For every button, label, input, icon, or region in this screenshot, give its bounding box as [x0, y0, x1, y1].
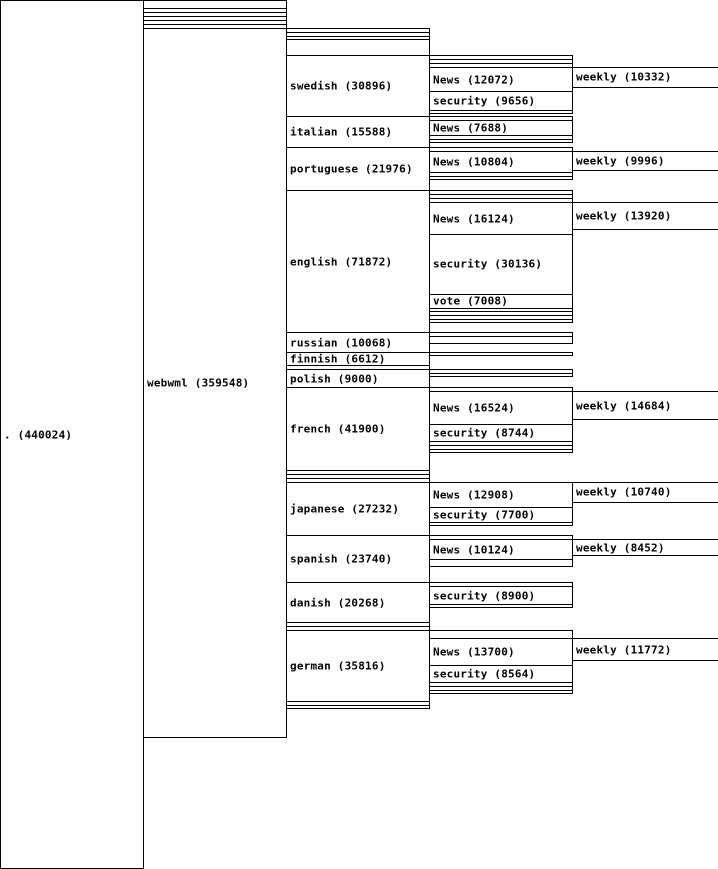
dir-node-webwml-russian[interactable]: [286, 332, 430, 352]
dir-node-webwml-portuguese[interactable]: [286, 147, 430, 190]
dir-node-label: security (7700): [433, 508, 536, 522]
dir-node-spanish-news[interactable]: [429, 539, 573, 559]
dir-node-webwml-unlabeled[interactable]: [286, 705, 430, 709]
dir-node-label: weekly (11772): [576, 643, 672, 657]
dir-node-label: security (8900): [433, 589, 536, 603]
dir-node-news-weekly[interactable]: [572, 151, 718, 171]
dir-node-label: News (10124): [433, 543, 515, 557]
dir-node-portuguese-news[interactable]: [429, 151, 573, 172]
dir-node-unlabeled[interactable]: [143, 0, 287, 8]
dir-node-label: french (41900): [290, 422, 386, 436]
dir-node-label: spanish (23740): [290, 552, 393, 566]
dir-node-label: swedish (30896): [290, 79, 393, 93]
dir-node-label: finnish (6612): [290, 352, 386, 366]
dir-node-label: weekly (9996): [576, 154, 665, 168]
dir-node-japanese-unlabeled[interactable]: [429, 522, 573, 526]
dir-node-label: News (7688): [433, 121, 509, 135]
dir-node-label: danish (20268): [290, 596, 386, 610]
dir-node-english-security[interactable]: [429, 234, 573, 294]
dir-node-label: News (16124): [433, 212, 515, 226]
dir-node-label: weekly (13920): [576, 209, 672, 223]
dir-node-webwml[interactable]: [143, 28, 287, 738]
dir-node-label: News (13700): [433, 645, 515, 659]
dir-node-label: japanese (27232): [290, 502, 400, 516]
dir-node-label: italian (15588): [290, 125, 393, 139]
dir-node-polish-unlabeled[interactable]: [429, 373, 573, 377]
dir-node-webwml-french[interactable]: [286, 387, 430, 470]
dir-node-webwml-spanish[interactable]: [286, 535, 430, 582]
dir-node-spanish-unlabeled[interactable]: [429, 559, 573, 567]
dir-node-label: security (8744): [433, 426, 536, 440]
dir-node-webwml-polish[interactable]: [286, 369, 430, 387]
dir-node-english-vote[interactable]: [429, 294, 573, 308]
dir-node-italian-unlabeled[interactable]: [429, 139, 573, 143]
dir-node-label: security (8564): [433, 667, 536, 681]
dir-node-webwml-swedish[interactable]: [286, 55, 430, 116]
dir-node-label: . (440024): [4, 428, 73, 441]
dir-node-danish-unlabeled[interactable]: [429, 604, 573, 608]
dir-node-news-weekly[interactable]: [572, 539, 718, 556]
dir-node-label: News (12072): [433, 73, 515, 87]
dir-node-japanese-news[interactable]: [429, 482, 573, 507]
dir-node-german-unlabeled[interactable]: [429, 690, 573, 694]
dir-node-label: News (16524): [433, 401, 515, 415]
dir-node-webwml-danish[interactable]: [286, 582, 430, 622]
dir-node-swedish-security[interactable]: [429, 91, 573, 110]
dir-node-label: security (9656): [433, 94, 536, 108]
dir-node-label: security (30136): [433, 257, 543, 271]
dir-node-english-news[interactable]: [429, 202, 573, 234]
dir-node-french-unlabeled[interactable]: [429, 449, 573, 453]
dir-node-webwml-german[interactable]: [286, 630, 430, 701]
dir-node-webwml-japanese[interactable]: [286, 482, 430, 536]
dir-node-label: german (35816): [290, 659, 386, 673]
dir-node-news-weekly[interactable]: [572, 482, 718, 503]
dir-node-russian-unlabeled[interactable]: [429, 336, 573, 344]
dir-node-webwml-finnish[interactable]: [286, 352, 430, 365]
dir-node-german-unlabeled[interactable]: [429, 630, 573, 638]
dir-node-news-weekly[interactable]: [572, 391, 718, 420]
dir-node-label: News (10804): [433, 155, 515, 169]
dir-node-news-weekly[interactable]: [572, 202, 718, 229]
dir-node-japanese-security[interactable]: [429, 507, 573, 522]
dir-node-label: weekly (14684): [576, 399, 672, 413]
dir-node-swedish-unlabeled[interactable]: [429, 110, 573, 114]
dir-node-german-news[interactable]: [429, 638, 573, 665]
dir-node-label: vote (7008): [433, 294, 509, 308]
dir-node-label: weekly (10740): [576, 485, 672, 499]
dir-node-german-security[interactable]: [429, 665, 573, 682]
dir-node-label: polish (9000): [290, 372, 379, 386]
dir-node-french-news[interactable]: [429, 391, 573, 424]
dir-node-label: News (12908): [433, 488, 515, 502]
dir-node-label: weekly (8452): [576, 541, 665, 555]
dir-node-french-security[interactable]: [429, 424, 573, 441]
dir-node-danish-security[interactable]: [429, 586, 573, 604]
dir-node-webwml-italian[interactable]: [286, 116, 430, 147]
dir-node-portuguese-unlabeled[interactable]: [429, 176, 573, 180]
dir-node-[interactable]: [0, 0, 144, 869]
dir-node-news-weekly[interactable]: [572, 67, 718, 87]
dir-node-swedish-news[interactable]: [429, 67, 573, 91]
dir-node-italian-news[interactable]: [429, 120, 573, 135]
dir-node-label: english (71872): [290, 255, 393, 269]
dir-node-finnish-unlabeled[interactable]: [429, 352, 573, 356]
dir-node-label: webwml (359548): [147, 376, 250, 390]
dir-node-webwml-english[interactable]: [286, 190, 430, 332]
dir-node-news-weekly[interactable]: [572, 638, 718, 661]
dir-node-label: portuguese (21976): [290, 162, 413, 176]
dir-node-english-unlabeled[interactable]: [429, 319, 573, 323]
dir-node-label: weekly (10332): [576, 70, 672, 84]
dir-node-label: russian (10068): [290, 336, 393, 350]
dir-node-webwml-unlabeled[interactable]: [286, 39, 430, 55]
